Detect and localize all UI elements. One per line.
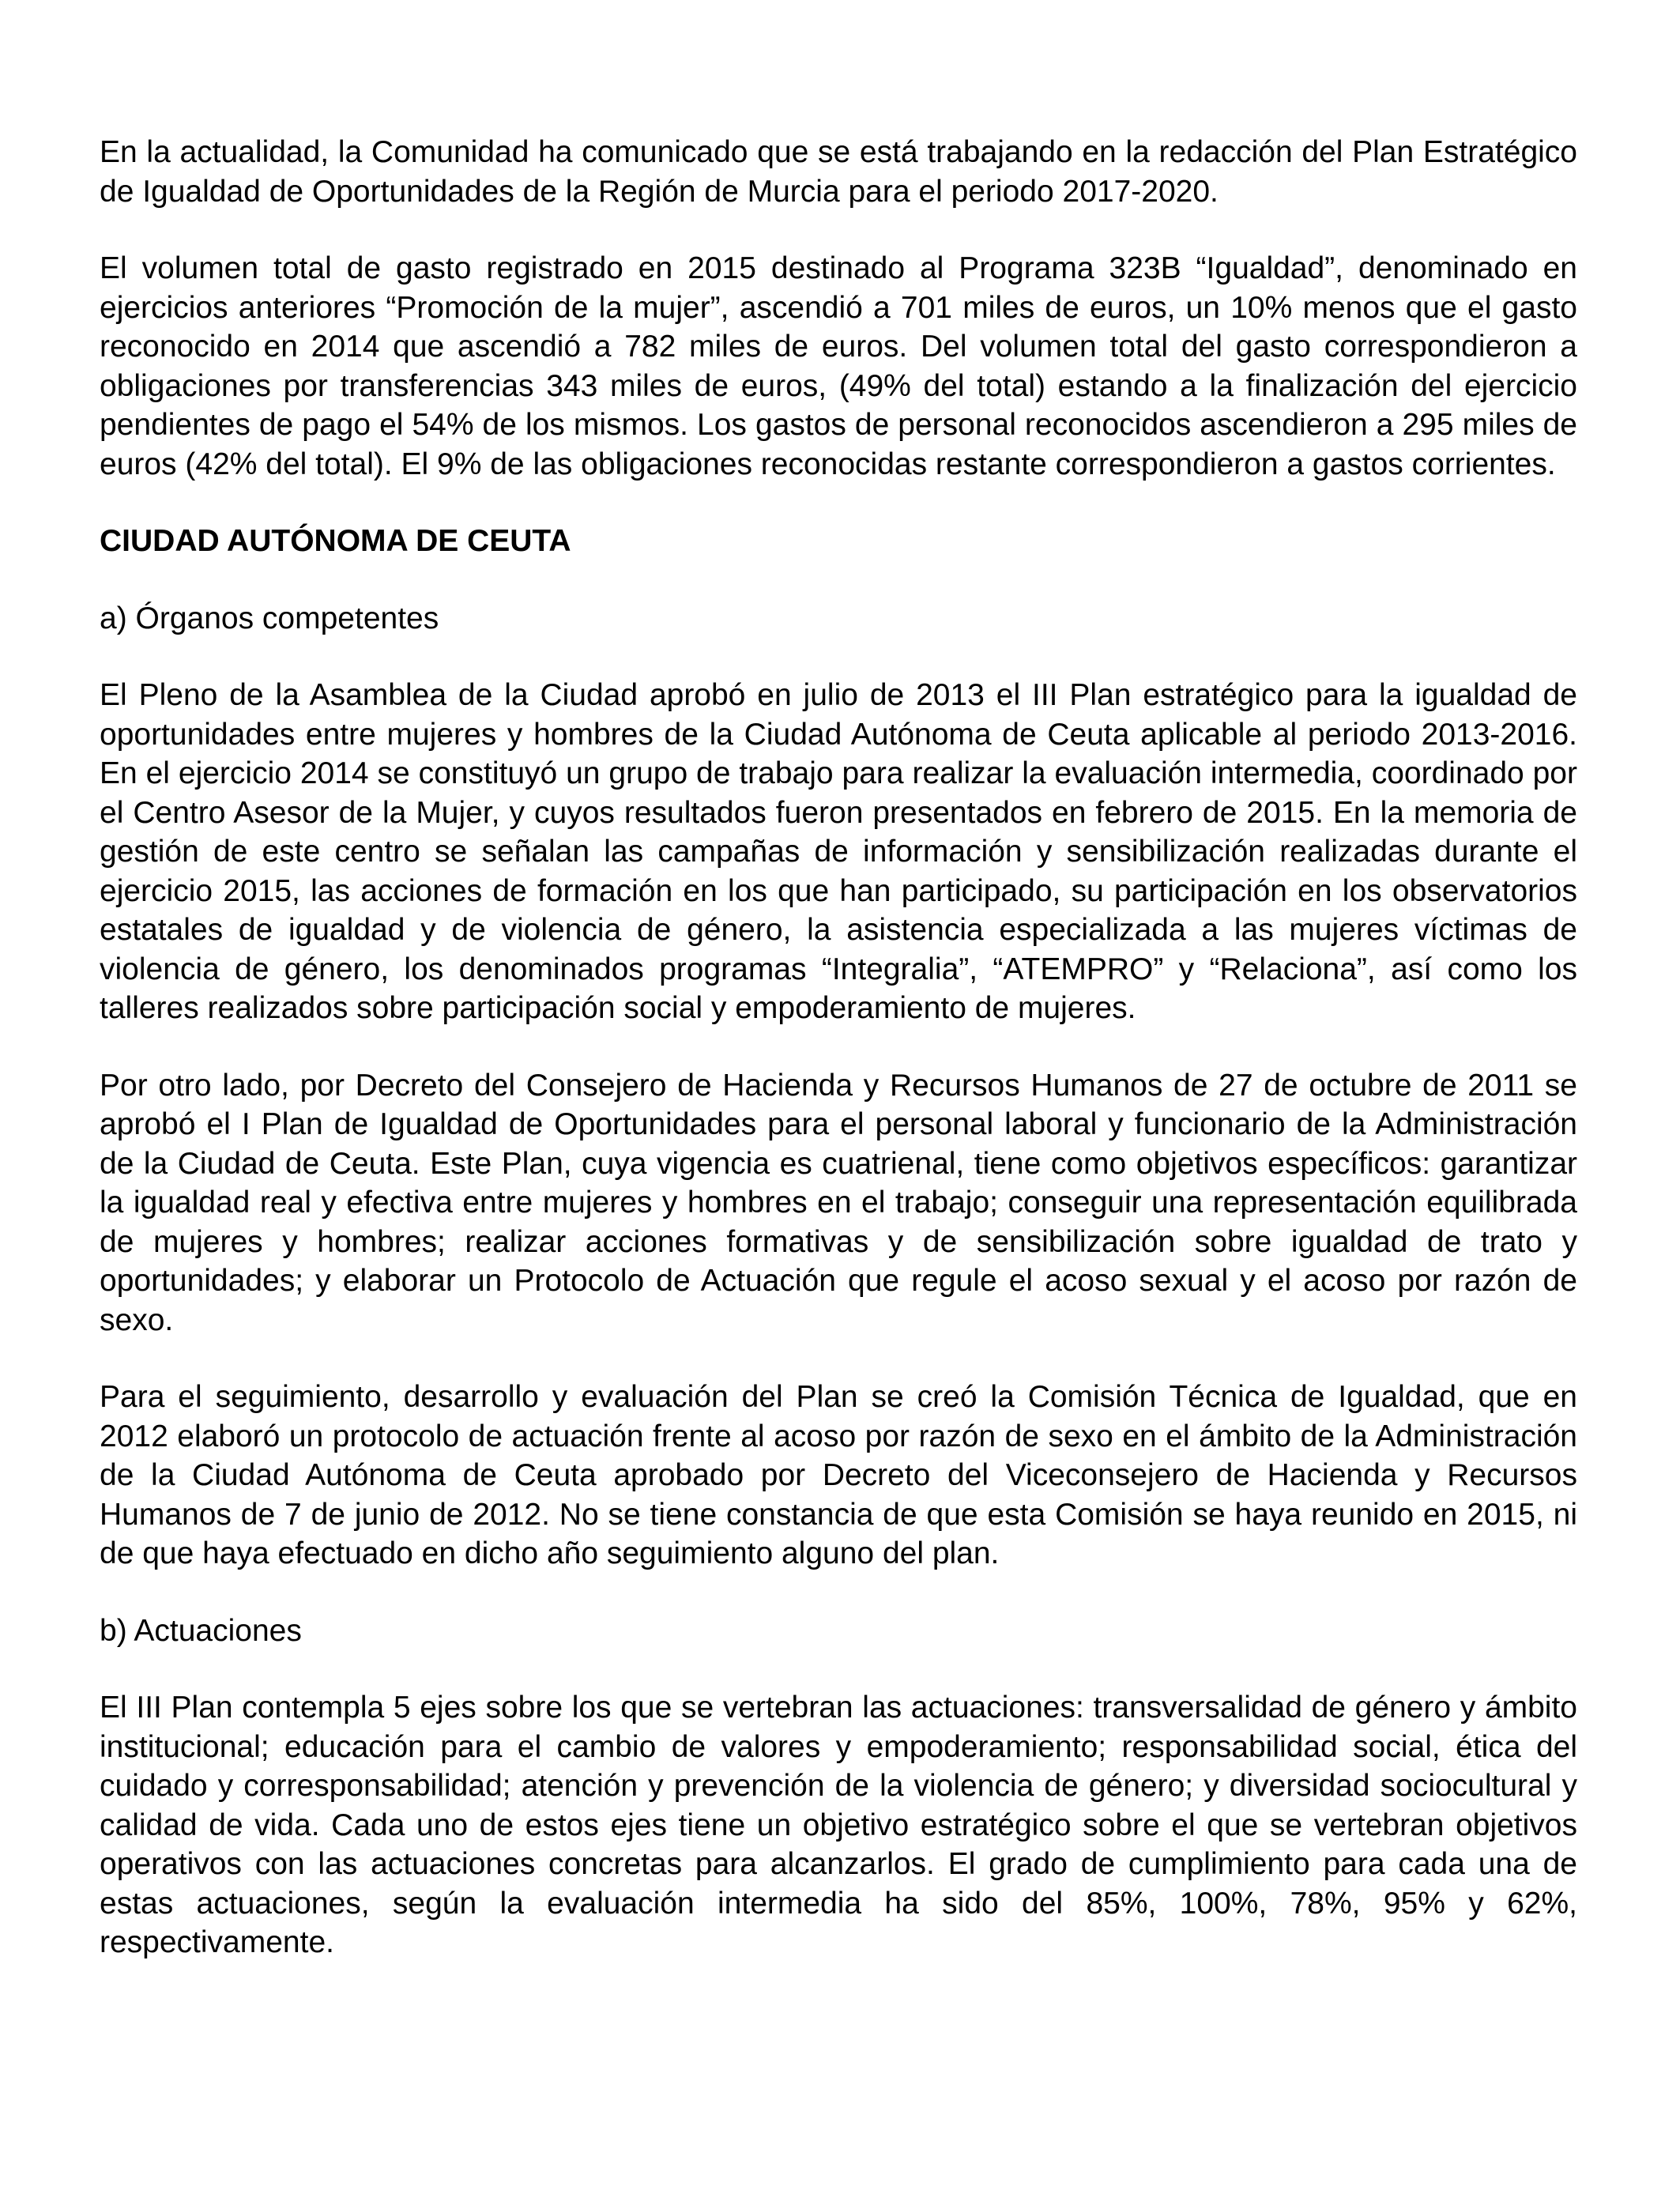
section-heading-ceuta: CIUDAD AUTÓNOMA DE CEUTA — [100, 524, 571, 558]
document-page — [100, 133, 1577, 2000]
subsection-title-actuaciones: b) Actuaciones — [100, 1613, 302, 1648]
paragraph-ceuta-plan: El Pleno de la Asamblea de la Ciudad aprobó en julio de 2013 el III Plan estratégico para la igualdad de oportunidades entre mujeres y hombres de la Ciudad Autónoma de Ceuta aplicable al periodo 2013-2016. En el ejercicio 2014 se constituyó un grupo de trabajo para realizar la evaluación intermedia, coordinado por el Centro Asesor de la Mujer, y cuyos resultados fueron presentados en febrero de 2015. En la memoria de gestión de este centro se señalan las campañas de información y sensibilización realizadas durante el ejercicio 2015, las acciones de formación en los que han participado, su participación en los observatorios estatales de igualdad y de violencia de género, la asistencia especializada a las mujeres víctimas de violencia de género, los denominados programas “Integralia”, “ATEMPRO” y “Relaciona”, así como los talleres realizados sobre participación social y empoderamiento de mujeres. — [100, 678, 1577, 1025]
paragraph-ceuta-comision: Para el seguimiento, desarrollo y evaluación del Plan se creó la Comisión Técnica de Igualdad, que en 2012 elaboró un protocolo de actuación frente al acoso por razón de sexo en el ámbito de la Administración de la Ciudad Autónoma de Ceuta aprobado por Decreto del Viceconsejero de Hacienda y Recursos Humanos de 7 de junio de 2012. No se tiene constancia de que esta Comisión se haya reunido en 2015, ni de que haya efectuado en dicho año seguimiento alguno del plan. — [100, 1380, 1577, 1570]
subsection-title-organos: a) Órganos competentes — [100, 601, 439, 635]
paragraph-murcia-plan: En la actualidad, la Comunidad ha comunicado que se está trabajando en la redacción del Plan Estratégico de Igualdad de Oportunidades de la Región de Murcia para el periodo 2017-2020. — [100, 135, 1577, 209]
paragraph-murcia-budget: El volumen total de gasto registrado en 2015 destinado al Programa 323B “Igualdad”, denominado en ejercicios anteriores “Promoción de la mujer”, ascendió a 701 miles de euros, un 10% menos que el gasto reconocido en 2014 que ascendió a 782 miles de euros. Del volumen total del gasto correspondieron a obligaciones por transferencias 343 miles de euros, (49% del total) estando a la finalización del ejercicio pendientes de pago el 54% de los mismos. Los gastos de personal reconocidos ascendieron a 295 miles de euros (42% del total). El 9% de las obligaciones reconocidas restante correspondieron a gastos corrientes. — [100, 251, 1577, 481]
paragraph-ceuta-decreto: Por otro lado, por Decreto del Consejero de Hacienda y Recursos Humanos de 27 de octubre de 2011 se aprobó el I Plan de Igualdad de Oportunidades para el personal laboral y funcionario de la Administración de la Ciudad de Ceuta. Este Plan, cuya vigencia es cuatrienal, tiene como objetivos específicos: garantizar la igualdad real y efectiva entre mujeres y hombres en el trabajo; conseguir una representación equilibrada de mujeres y hombres; realizar acciones formativas y de sensibilización sobre igualdad de trato y oportunidades; y elaborar un Protocolo de Actuación que regule el acoso sexual y el acoso por razón de sexo. — [100, 1068, 1577, 1337]
paragraph-ceuta-ejes: El III Plan contempla 5 ejes sobre los que se vertebran las actuaciones: transversalidad de género y ámbito institucional; educación para el cambio de valores y empoderamiento; responsabilidad social, ética del cuidado y corresponsabilidad; atención y prevención de la violencia de género; y diversidad sociocultural y calidad de vida. Cada uno de estos ejes tiene un objetivo estratégico sobre el que se vertebran objetivos operativos con las actuaciones concretas para alcanzarlos. El grado de cumplimiento para cada una de estas actuaciones, según la evaluación intermedia ha sido del 85%, 100%, 78%, 95% y 62%, respectivamente. — [100, 1691, 1577, 1959]
